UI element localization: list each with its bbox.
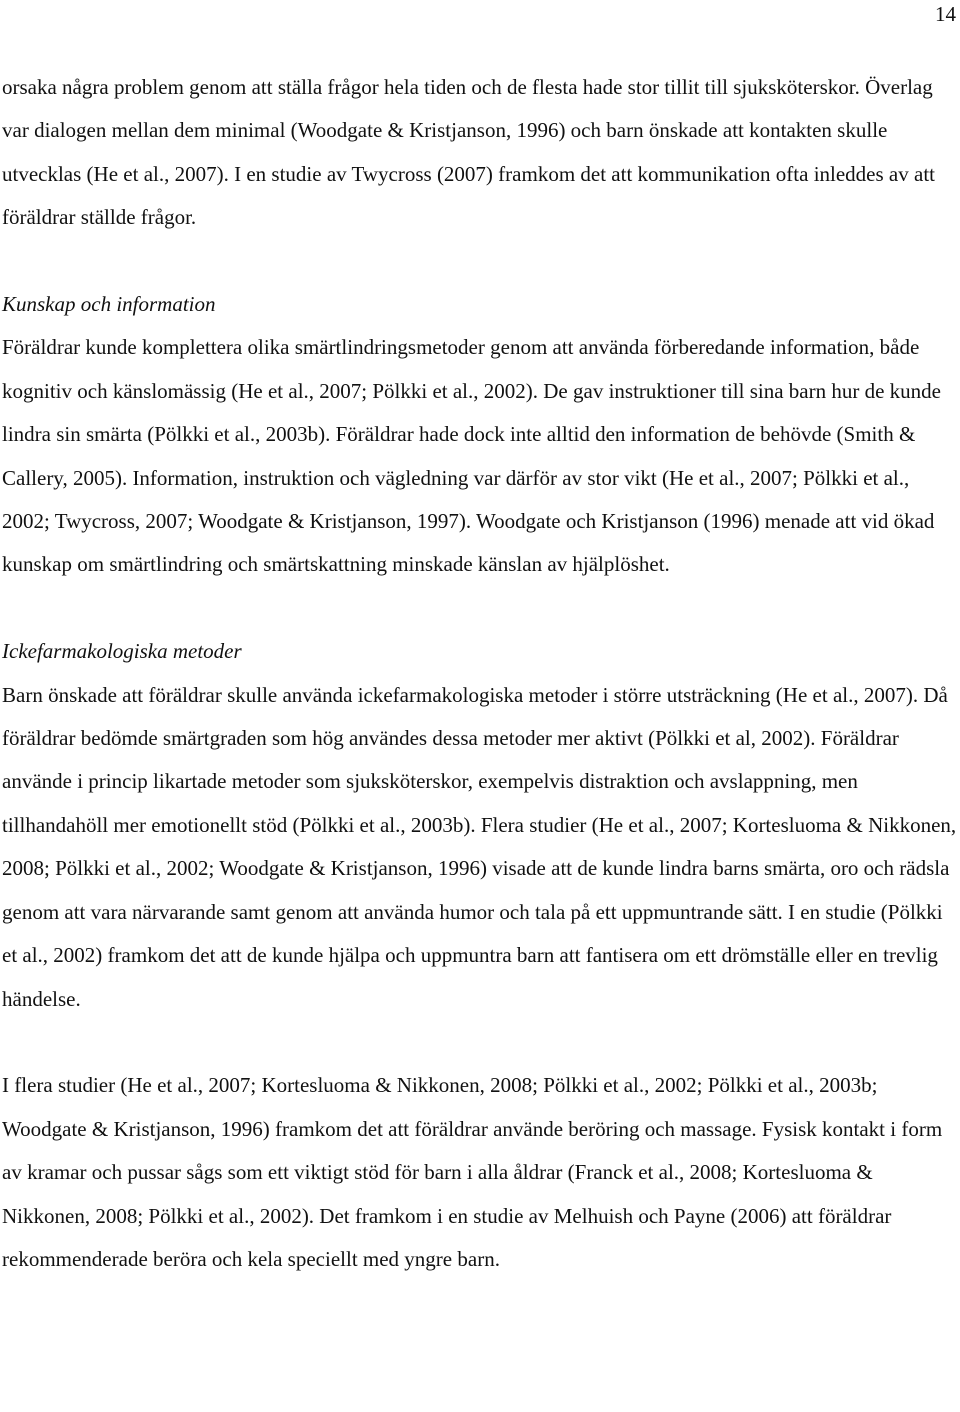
paragraph-beroring: I flera studier (He et al., 2007; Kortesluoma & Nikkonen, 2008; Pölkki et al., 2002; Pölkki et al., 2003b; Woodgate & Kristjanson, 1996) framkom det att föräldrar använde beröring och massage. Fysisk kontakt i form av kramar och pussar sågs som ett viktigt stöd för barn i alla åldrar (Franck et al., 2008; Kortesluoma & Nikkonen, 2008; Pölkki et al., 2002). Det framkom i en studie av Melhuish och Payne (2006) att föräldrar rekommenderade beröra och kela speciellt med yngre barn. bbox=[2, 1073, 943, 1271]
document-body bbox=[2, 66, 958, 1281]
section-paragraph-ickefarmakologiska: Barn önskade att föräldrar skulle använda ickefarmakologiska metoder i större utsträckning (He et al., 2007). Då föräldrar bedömde smärtgraden som hög användes dessa metoder mer aktivt (Pölkki et al, 2002). Föräldrar använde i princip likartade metoder som sjuksköterskor, exempelvis distraktion och avslappning, men tillhandahöll mer emotionellt stöd (Pölkki et al., 2003b). Flera studier (He et al., 2007; Kortesluoma & Nikkonen, 2008; Pölkki et al., 2002; Woodgate & Kristjanson, 1996) visade att de kunde lindra barns smärta, oro och rädsla genom att vara närvarande samt genom att använda humor och tala på ett uppmuntrande sätt. I en studie (Pölkki et al., 2002) framkom det att de kunde hjälpa och uppmuntra barn att fantisera om ett drömställe eller en trevlig händelse. bbox=[2, 682, 957, 1011]
section-paragraph-kunskap: Föräldrar kunde komplettera olika smärtlindringsmetoder genom att använda förberedande information, både kognitiv och känslomässig (He et al., 2007; Pölkki et al., 2002). De gav instruktioner till sina barn hur de kunde lindra sin smärta (Pölkki et al., 2003b). Föräldrar hade dock inte alltid den information de behövde (Smith & Callery, 2005). Information, instruktion och vägledning var därför av stor vikt (He et al., 2007; Pölkki et al., 2002; Twycross, 2007; Woodgate & Kristjanson, 1997). Woodgate och Kristjanson (1996) menade att vid ökad kunskap om smärtlindring och smärtskattning minskade känslan av hjälplöshet. bbox=[2, 335, 942, 577]
page-number: 14 bbox=[935, 2, 956, 26]
section-heading-ickefarmakologiska: Ickefarmakologiska metoder bbox=[2, 639, 242, 664]
section-heading-kunskap: Kunskap och information bbox=[2, 292, 216, 317]
intro-paragraph: orsaka några problem genom att ställa frågor hela tiden och de flesta hade stor tillit till sjuksköterskor. Överlag var dialogen mellan dem minimal (Woodgate & Kristjanson, 1996) och barn önskade att kontakten skulle utvecklas (He et al., 2007). I en studie av Twycross (2007) framkom det att kommunikation ofta inleddes av att föräldrar ställde frågor. bbox=[2, 75, 935, 230]
